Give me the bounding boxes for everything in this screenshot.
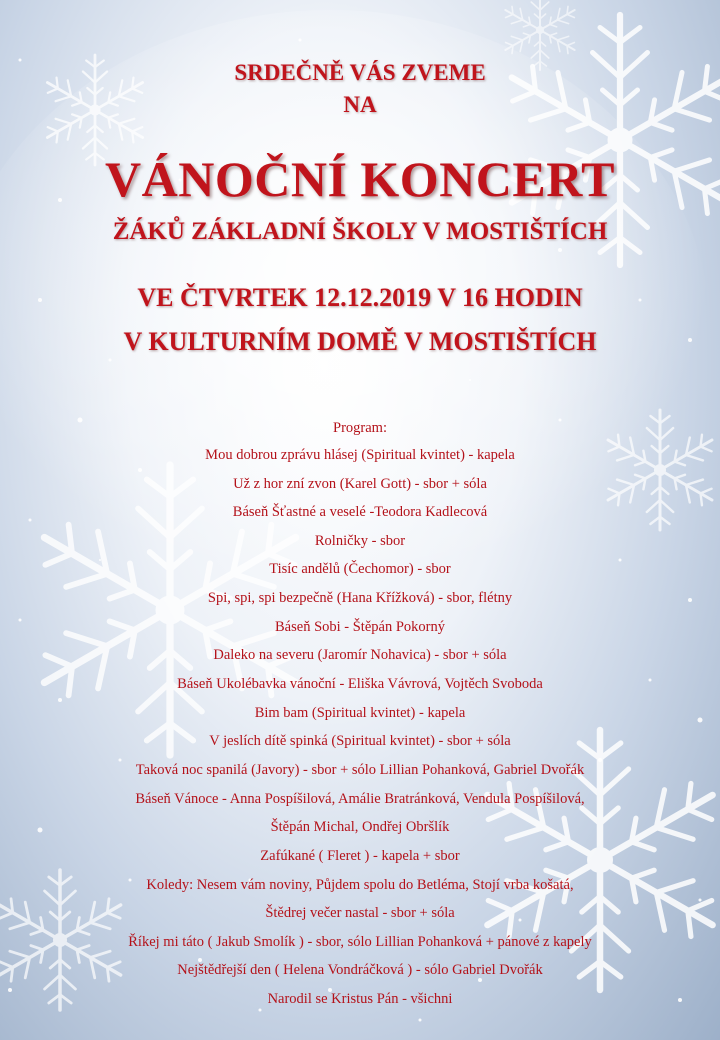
program-item: Rolničky - sbor (314, 533, 406, 549)
program-item: Už z hor zní zvon (Karel Gott) - sbor + sóla (233, 476, 487, 492)
program-item: Štěpán Michal, Ondřej Obršlík (270, 819, 450, 835)
program-item: Zafúkané ( Fleret ) - kapela + sbor (260, 848, 460, 864)
program-item: Nejštědřejší den ( Helena Vondráčková ) - sólo Gabriel Dvořák (177, 962, 543, 978)
program-item: Báseň Ukolébavka vánoční - Eliška Vávrová, Vojtěch Svoboda (177, 676, 543, 692)
program-item: Říkej mi táto ( Jakub Smolík ) - sbor, sólo Lillian Pohanková + pánové z kapely (128, 934, 592, 950)
program-item: Daleko na severu (Jaromír Nohavica) - sbor + sóla (213, 647, 507, 663)
event-subtitle: ŽÁKŮ ZÁKLADNÍ ŠKOLY V MOSTIŠTÍCH (112, 218, 608, 245)
program-item: Bim bam (Spiritual kvintet) - kapela (254, 705, 466, 721)
invite-line-2: NA (343, 92, 377, 117)
program-item: Báseň Vánoce - Anna Pospíšilová, Amálie Bratránková, Vendula Pospíšilová, (135, 791, 585, 807)
program-item: Báseň Šťastné a veselé -Teodora Kadlecová (232, 504, 488, 520)
event-venue: V KULTURNÍM DOMĚ V MOSTIŠTÍCH (123, 327, 597, 356)
program-item: Štědrej večer nastal - sbor + sóla (265, 905, 455, 921)
program-heading: Program: (333, 420, 387, 436)
program-item: Taková noc spanilá (Javory) - sbor + sólo Lillian Pohanková, Gabriel Dvořák (135, 762, 585, 778)
program-item: V jeslích dítě spinká (Spiritual kvintet) - sbor + sóla (209, 733, 511, 749)
event-date: VE ČTVRTEK 12.12.2019 V 16 HODIN (137, 283, 583, 312)
program-item: Mou dobrou zprávu hlásej (Spiritual kvintet) - kapela (205, 447, 515, 463)
program-item: Tisíc andělů (Čechomor) - sbor (269, 561, 451, 577)
program-item: Narodil se Kristus Pán - všichni (267, 991, 453, 1007)
invite-line-1: SRDEČNĚ VÁS ZVEME (234, 60, 486, 85)
event-title: VÁNOČNÍ KONCERT (105, 151, 615, 207)
program-item: Spi, spi, spi bezpečně (Hana Křížková) - sbor, flétny (207, 590, 513, 606)
program-item: Koledy: Nesem vám noviny, Půjdem spolu do Betléma, Stojí vrba košatá, (146, 877, 574, 893)
program-item: Báseň Sobi - Štěpán Pokorný (275, 619, 445, 635)
